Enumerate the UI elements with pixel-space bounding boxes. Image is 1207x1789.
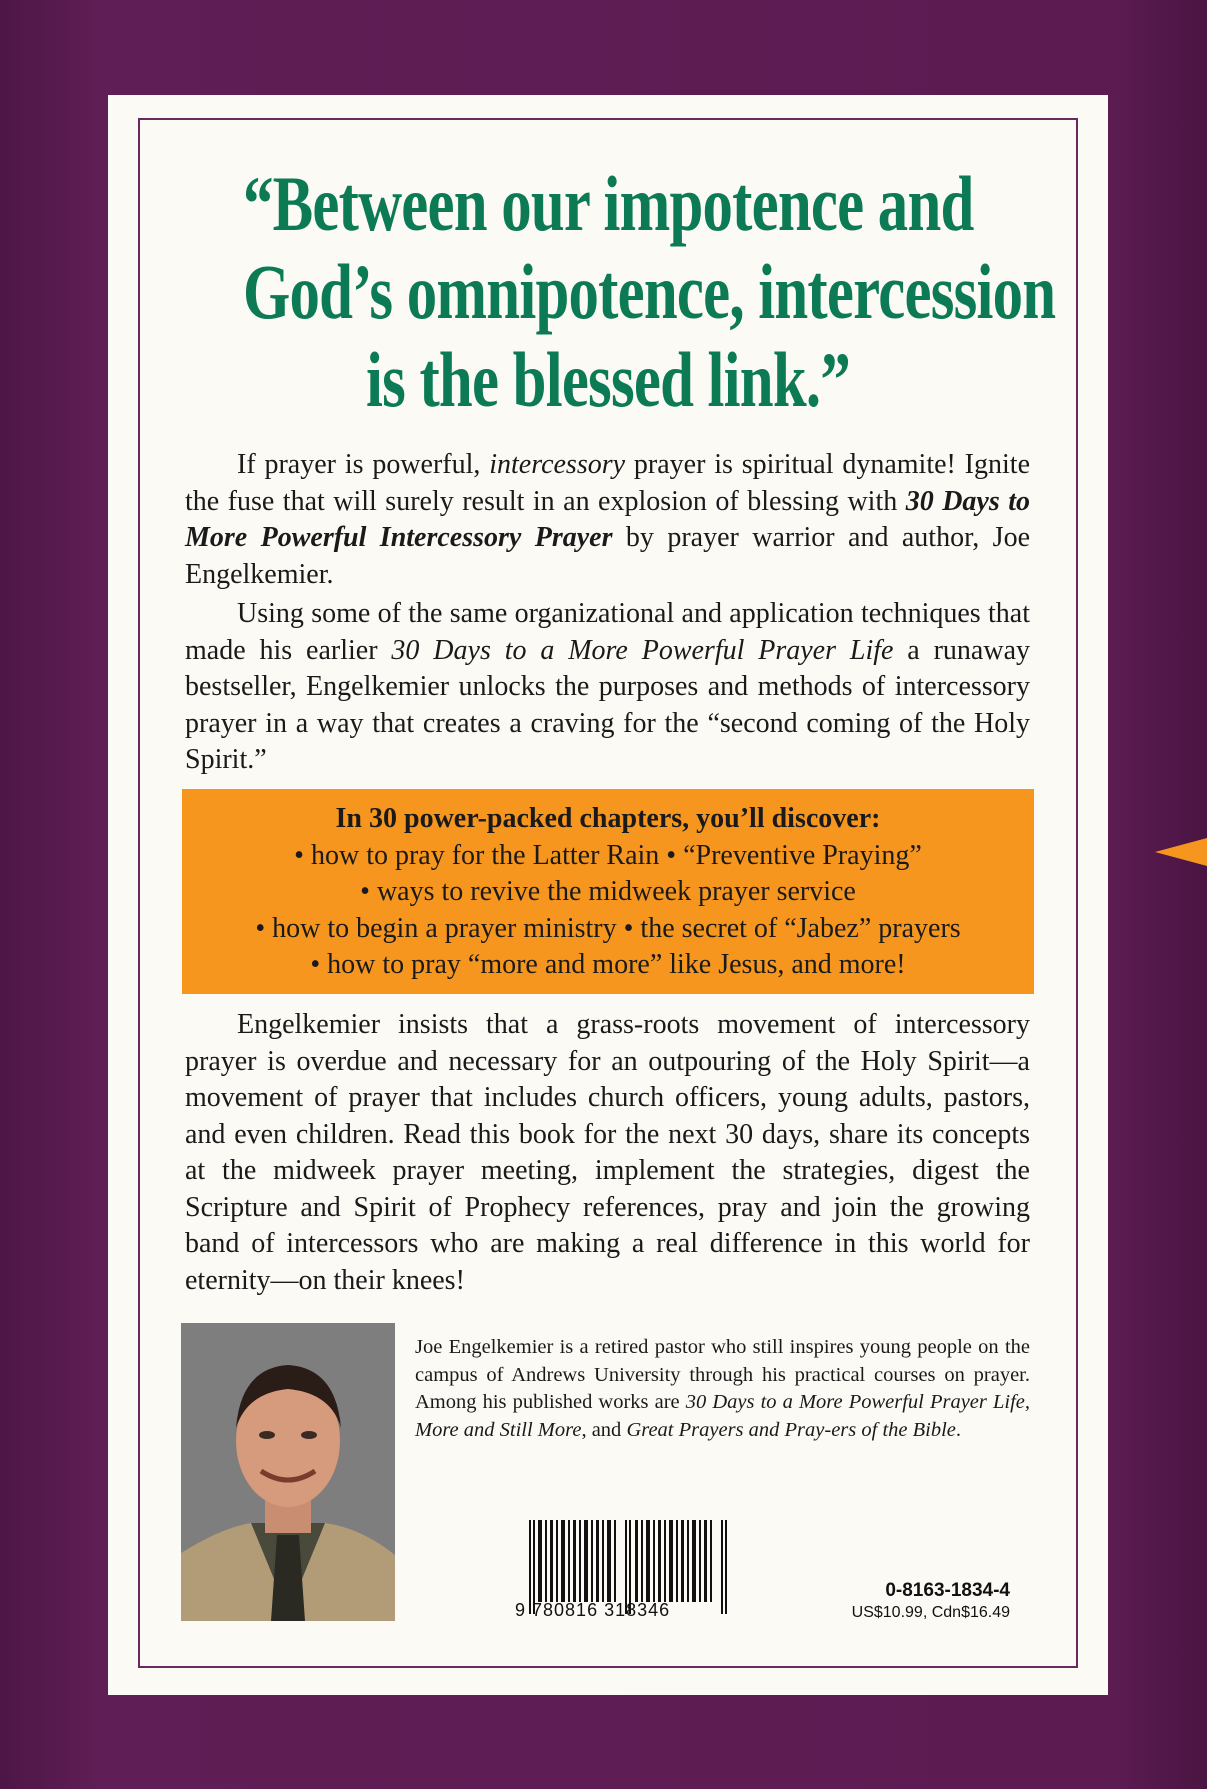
author-photo <box>181 1323 395 1621</box>
quote-line-2: God’s omnipotence, intercession <box>242 248 1056 335</box>
text-run-italic: intercessory <box>489 449 626 480</box>
intro-paragraph <box>185 447 1030 593</box>
text-run: . <box>955 1418 962 1441</box>
book-title: 30 Days to More Powerful Intercessory Prayer <box>185 485 1030 553</box>
text-run: Joe Engelkemier is a retired pastor who still inspires young people on the campus of Andrews University through his practical courses on prayer. Among his published works are <box>415 1336 1030 1413</box>
third-paragraph <box>185 1007 1030 1299</box>
barcode-number: 9 780816 318346 <box>515 1600 671 1620</box>
highlights-box <box>182 789 1034 994</box>
highlight-line: • how to pray “more and more” like Jesus, and more! <box>310 949 906 980</box>
second-paragraph <box>185 596 1030 779</box>
highlight-line: • ways to revive the midweek prayer service <box>360 876 856 907</box>
price: US$10.99, Cdn$16.49 <box>851 1604 1010 1621</box>
text-run: prayer is spiritual dynamite! Ignite the fuse that will surely result in an explosion of blessing with <box>185 449 1030 517</box>
third-paragraph-text: Engelkemier insists that a grass-roots movement of intercessory prayer is overdue and necessary for an outpouring of the Holy Spirit—a movement of prayer that includes church officers, young adults, pastors, and even children. Read this book for the next 30 days, share its concepts at the midweek prayer meeting, implement the strategies, digest the Scripture and Spirit of Prophecy references, pray and join the growing band of intercessors who are making a real difference in this world for eternity—on their knees! <box>185 1009 1030 1296</box>
highlights-lead: In 30 power-packed chapters, you’ll discover: <box>335 803 881 834</box>
text-run: by prayer warrior and author, Joe Engelkemier. <box>185 522 1030 590</box>
text-run: , and <box>581 1418 627 1441</box>
text-run: If prayer is powerful, <box>237 449 490 480</box>
author-bio <box>415 1334 1030 1444</box>
earlier-book-title: 30 Days to a More Powerful Prayer Life <box>391 634 894 666</box>
pull-quote <box>242 160 1056 424</box>
highlight-line: • how to pray for the Latter Rain • “Preventive Praying” <box>294 839 922 871</box>
quote-line-3: is the blessed link.” <box>366 336 850 423</box>
quote-line-1: “Between our impotence and <box>242 160 974 247</box>
isbn: 0-8163-1834-4 <box>885 1580 1010 1601</box>
text-run: a runaway bestseller, Engelkemier unlocks the purposes and methods of intercessory prayer in a way that creates a craving for the “second coming of the Holy Spirit.” <box>185 634 1031 775</box>
highlight-line: • how to begin a prayer ministry • the secret of “Jabez” prayers <box>255 912 961 944</box>
author-portrait-drawing <box>181 1323 395 1621</box>
works-titles: 30 Days to a More Powerful Prayer Life, More and Still More <box>415 1391 1030 1441</box>
works-title: Great Prayers and Pray-ers of the Bible <box>626 1418 956 1441</box>
orange-edge-tab <box>1155 838 1207 866</box>
text-run: Using some of the same organizational and application techniques that made his earlier <box>185 598 1030 666</box>
